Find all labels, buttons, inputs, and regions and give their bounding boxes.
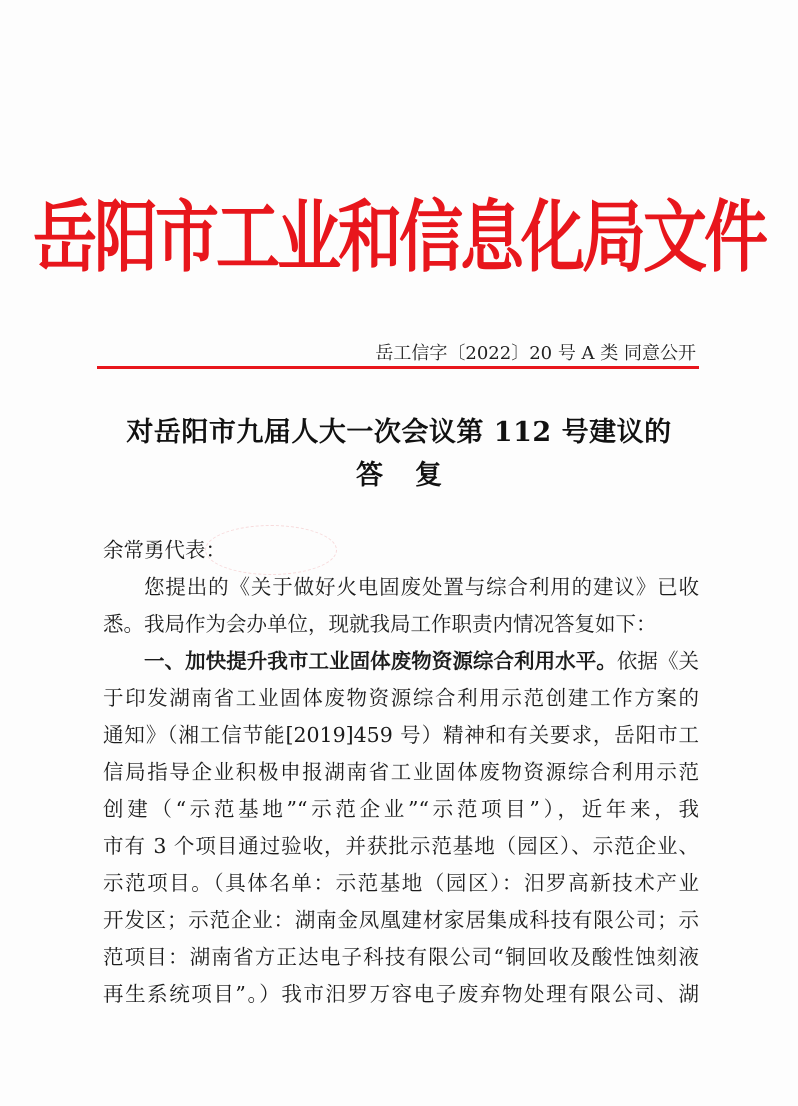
reply-title-line2: 答复: [356, 460, 474, 491]
paragraph-2-line-2: 于印发湖南省工业固体废物资源综合利用示范创建工作方案的: [103, 686, 699, 710]
reply-title-line1: 对岳阳市九届人大一次会议第 112 号建议的: [126, 417, 672, 448]
salutation: 余常勇代表：: [103, 538, 226, 562]
paragraph-2-line-3: 通知》（湘工信节能[2019]459 号）精神和有关要求，岳阳市工: [103, 723, 699, 747]
paragraph-2-line-8: 开发区；示范企业：湖南金凤凰建材家居集成科技有限公司；示: [103, 908, 699, 932]
red-divider-rule: [97, 366, 699, 369]
paragraph-1-line-1: 您提出的《关于做好火电固废处置与综合利用的建议》已收: [144, 575, 699, 599]
document-number: 岳工信字〔2022〕20 号 A 类 同意公开: [375, 343, 696, 364]
document-body: [103, 532, 699, 1013]
paragraph-2-line-4: 信局指导企业积极申报湖南省工业固体废物资源综合利用示范: [103, 760, 699, 784]
paragraph-2-line-9: 范项目：湖南省方正达电子科技有限公司“铜回收及酸性蚀刻液: [103, 945, 699, 969]
paragraph-2-line-10: 再生系统项目”。）我市汨罗万容电子废弃物处理有限公司、湖: [103, 982, 699, 1006]
paragraph-2-line-5: 创建（“示范基地”“示范企业”“示范项目”），近年来，我: [103, 797, 699, 821]
paragraph-2-line-1: [103, 643, 699, 680]
paragraph-2-line-7: 示范项目。（具体名单：示范基地（园区）：汨罗高新技术产业: [103, 871, 699, 895]
section-heading: 一、加快提升我市工业固体废物资源综合利用水平。: [144, 649, 617, 673]
paragraph-2-line-6: 市有 3 个项目通过验收，并获批示范基地（园区）、示范企业、: [103, 834, 699, 858]
masthead-title: 岳阳市工业和信息化局文件: [33, 193, 765, 284]
paragraph-1-line-2: 悉。我局作为会办单位，现就我局工作职责内情况答复如下：: [103, 612, 657, 636]
paragraph-2-line-1-rest: 依据《关: [616, 649, 700, 673]
